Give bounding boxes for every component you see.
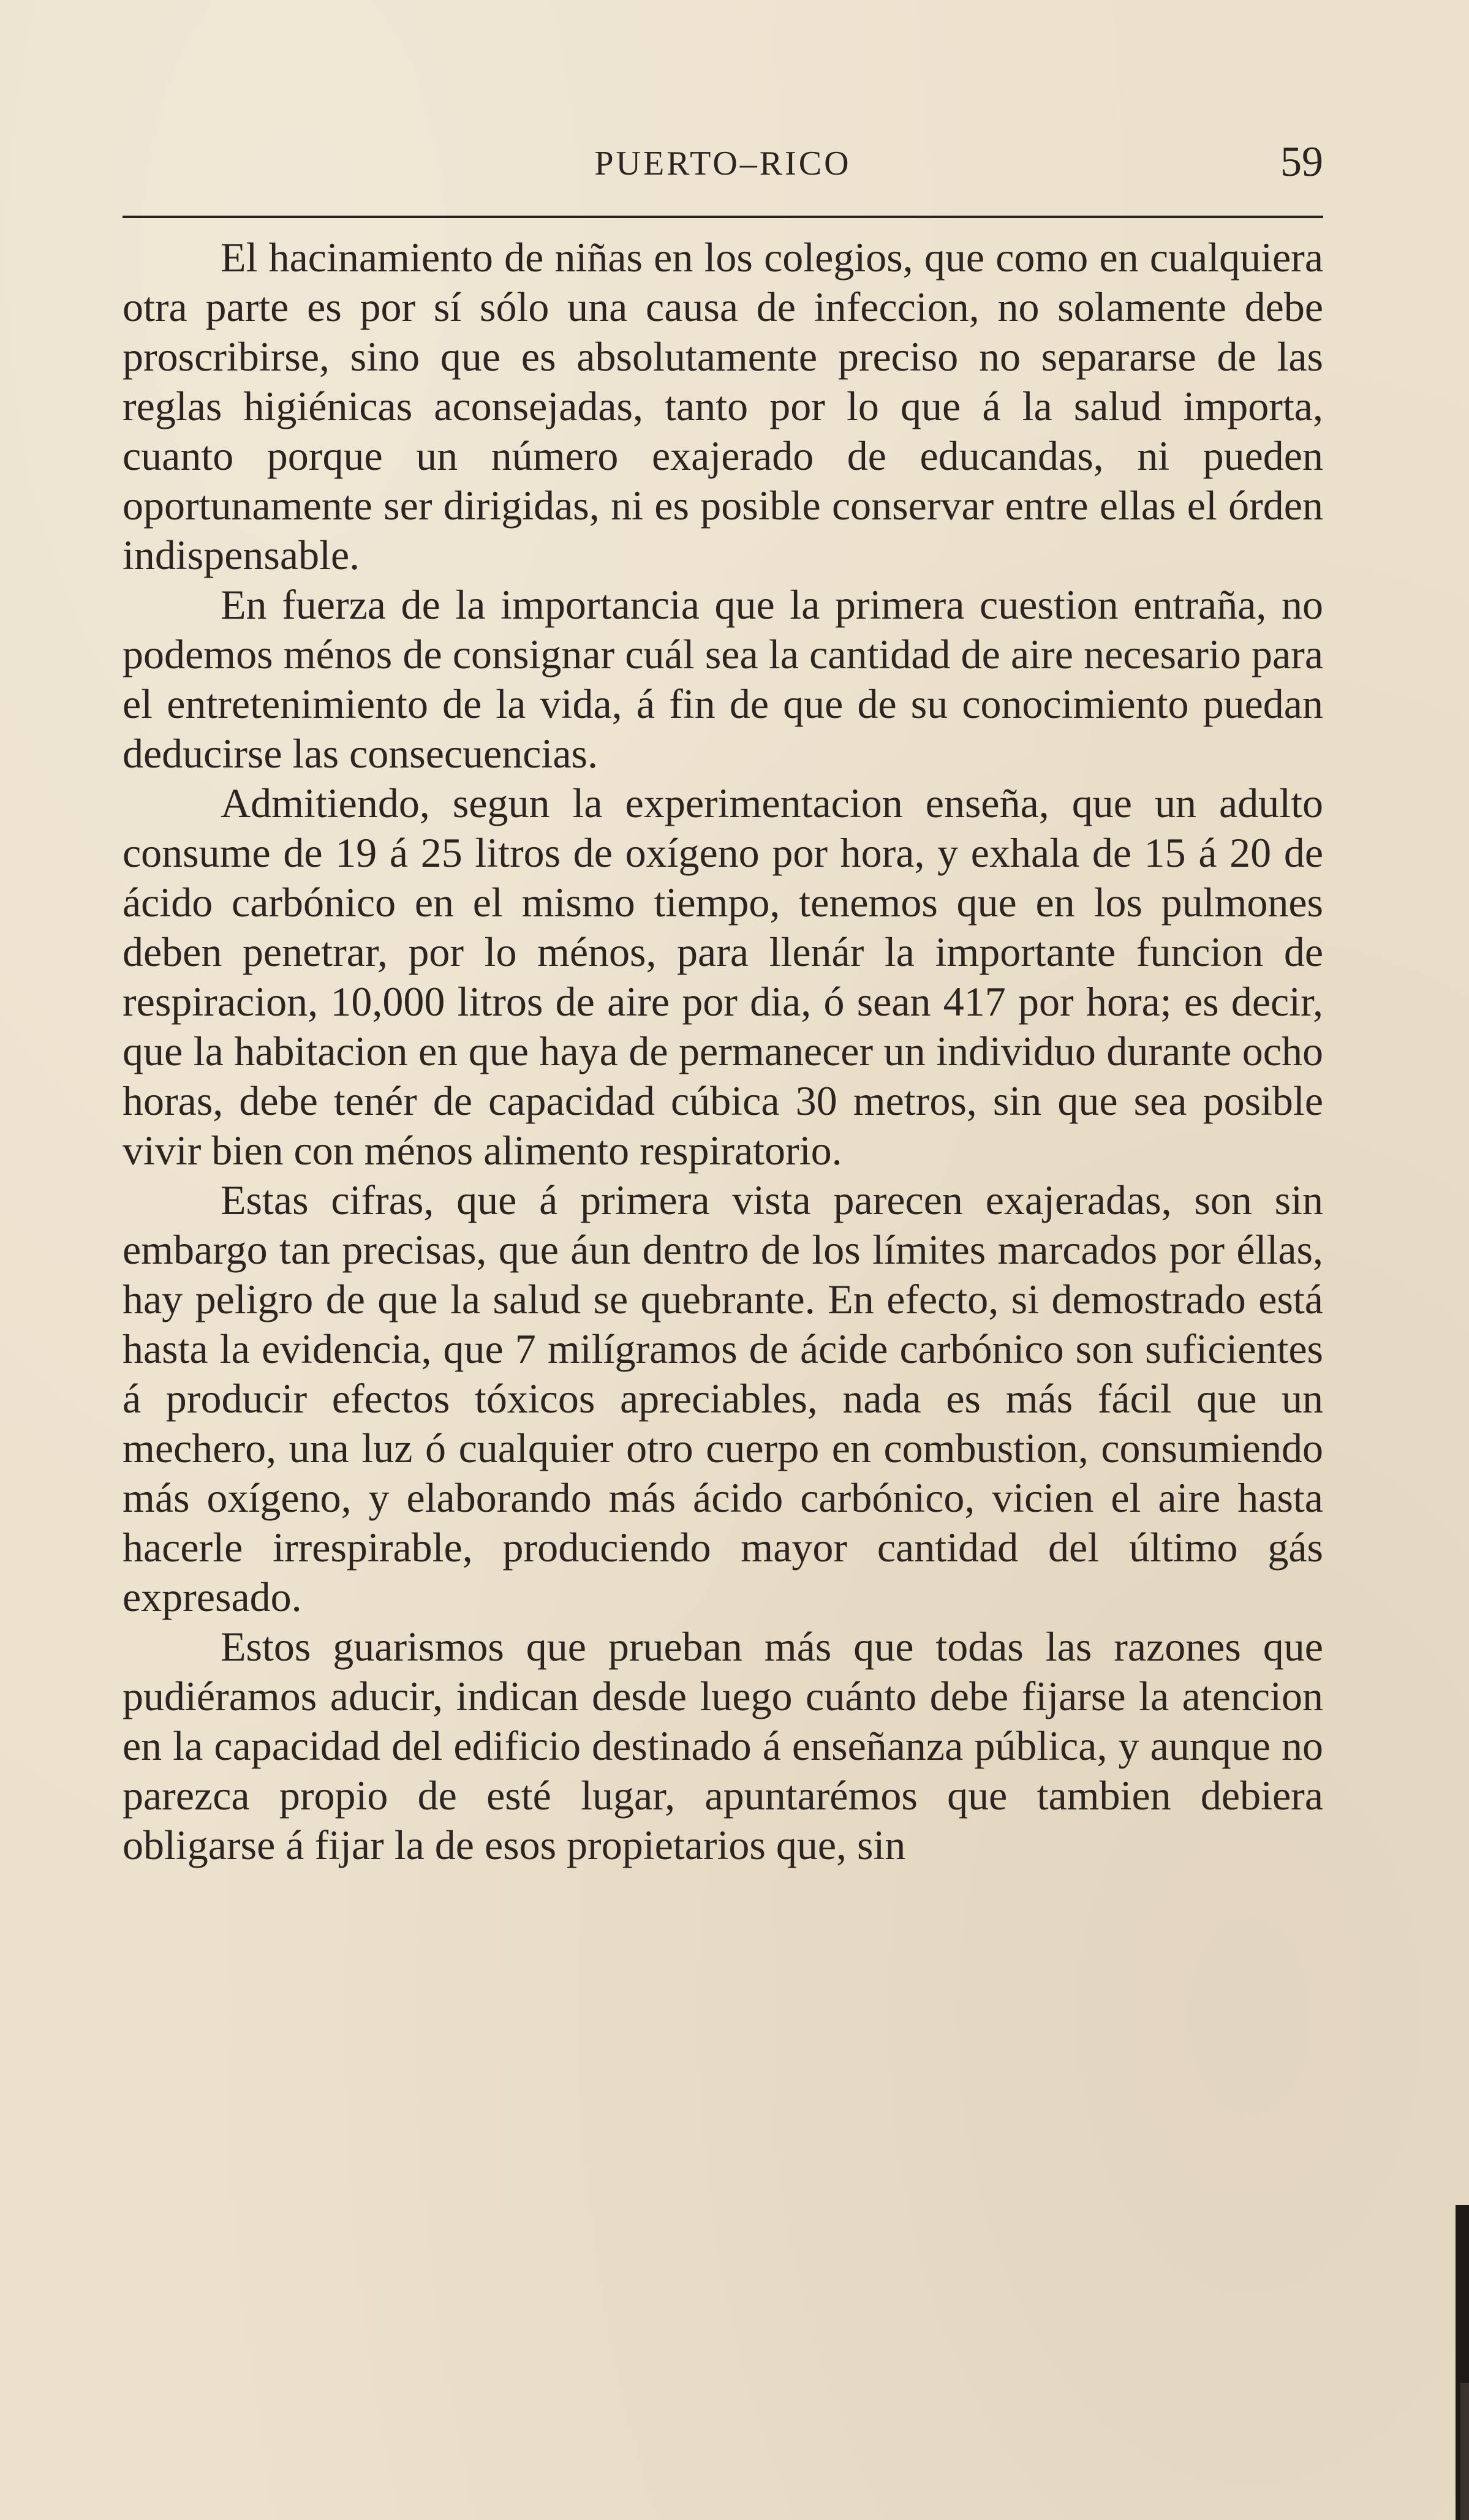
paragraph: En fuerza de la importancia que la primera cuestion entraña, no podemos ménos de consignar cuál sea la cantidad de aire necesario para el entretenimiento de la vida, á fin de que de su conocimiento puedan deducirse las consecuencias.	[123, 581, 1323, 777]
paragraph: Estas cifras, que á primera vista parecen exajeradas, son sin embargo tan precisas, que áun dentro de los límites marcados por éllas, hay peligro de que la salud se quebrante. En efecto, si demostrado está hasta la evidencia, que 7 milígramos de ácide carbónico son suficientes á producir efectos tóxicos apreciables, nada es más fácil que un mechero, una luz ó cualquier otro cuerpo en combustion, consumiendo más oxígeno, y elaborando más ácido carbónico, vicien el aire hasta hacerle irrespirable, produciendo mayor cantidad del último gás expresado.	[123, 1177, 1323, 1620]
header-rule	[123, 216, 1323, 218]
paragraph: Estos guarismos que prueban más que todas las razones que pudiéramos aducir, indican desde luego cuánto debe fijarse la atencion en la capacidad del edificio destinado á enseñanza pública, y aunque no parezca propio de esté lugar, apuntarémos que tambien debiera obligarse á fijar la de esos propietarios que, sin	[123, 1623, 1323, 1868]
page-edge-shadow	[1460, 2383, 1469, 2520]
body-text	[123, 233, 1323, 1870]
running-head	[123, 132, 1323, 193]
page-number: 59	[1280, 138, 1323, 186]
running-title: PUERTO–RICO	[594, 145, 852, 183]
paragraph: Admitiendo, segun la experimentacion enseña, que un adulto consume de 19 á 25 litros de oxígeno por hora, y exhala de 15 á 20 de ácido carbónico en el mismo tiempo, tenemos que en los pulmones deben penetrar, por lo ménos, para llenár la importante funcion de respiracion, 10,000 litros de aire por dia, ó sean 417 por hora; es decir, que la habitacion en que haya de permanecer un individuo durante ocho horas, debe tenér de capacidad cúbica 30 metros, sin que sea posible vivir bien con ménos alimento respiratorio.	[123, 780, 1323, 1174]
paragraph: El hacinamiento de niñas en los colegios, que como en cualquiera otra parte es por sí sólo una causa de infeccion, no solamente debe proscribirse, sino que es absolutamente preciso no separarse de las reglas higiénicas aconsejadas, tanto por lo que á la salud importa, cuanto porque un número exajerado de educandas, ni pueden oportunamente ser dirigidas, ni es posible conservar entre ellas el órden indispensable.	[123, 234, 1323, 578]
